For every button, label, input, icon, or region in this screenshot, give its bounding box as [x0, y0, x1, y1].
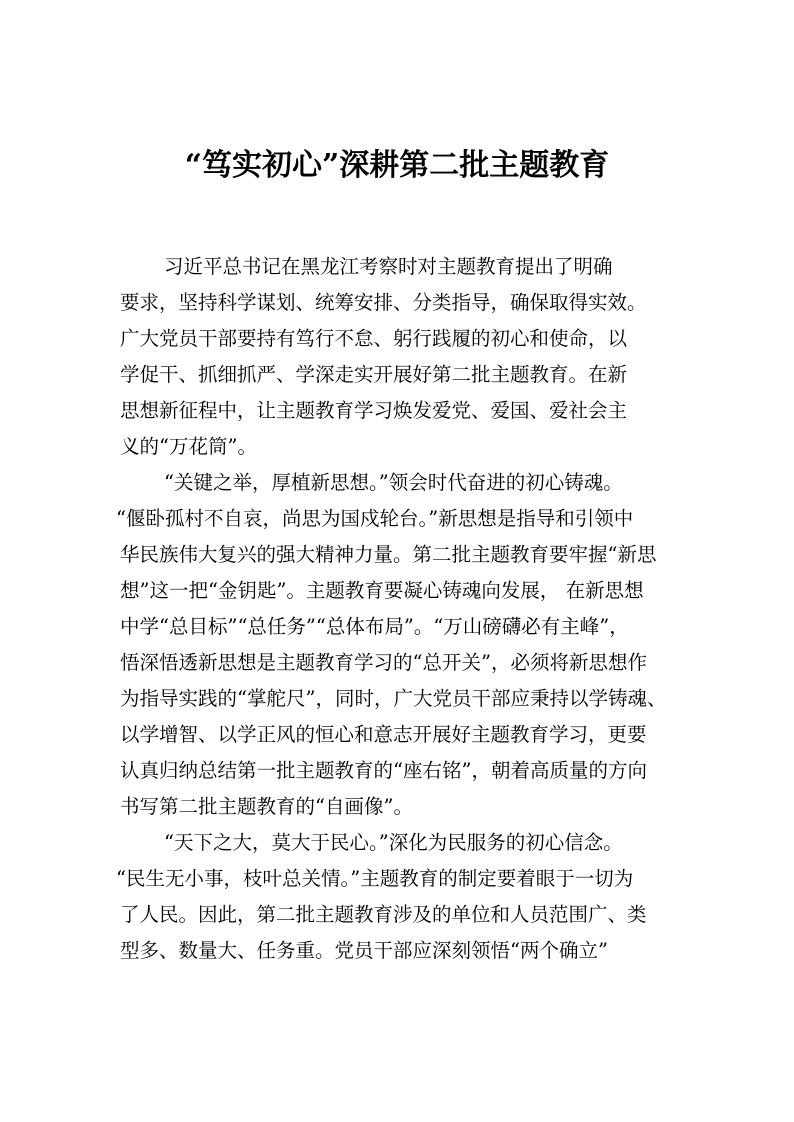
- paragraph-2-line-1: “关键之举，厚植新思想。”领会时代奋进的初心铸魂。: [164, 471, 623, 494]
- paragraph-2-line-10: 书写第二批主题教育的“自画像”。: [120, 795, 413, 818]
- paragraph-3-line-1: “天下之大，莫大于民心。”深化为民服务的初心信念。: [164, 831, 623, 854]
- paragraph-2-line-3: 华民族伟大复兴的强大精神力量。第二批主题教育要牢握“新思: [120, 543, 657, 566]
- paragraph-2-line-9: 认真归纳总结第一批主题教育的“座右铭”，朝着高质量的方向: [120, 759, 647, 782]
- paragraph-1-line-3: 广大党员干部要持有笃行不怠、躬行践履的初心和使命，以: [120, 327, 628, 350]
- paragraph-1-line-5: 思想新征程中，让主题教育学习焕发爱党、爱国、爱社会主: [120, 399, 628, 422]
- paragraph-1-line-1: 习近平总书记在黑龙江考察时对主题教育提出了明确: [164, 255, 613, 278]
- paragraph-2-line-5: 中学“总目标”“总任务”“总体布局”。“万山磅礴必有主峰”，: [120, 615, 629, 638]
- paragraph-1-line-6: 义的“万花筒”。: [120, 435, 257, 458]
- paragraph-1-line-2: 要求，坚持科学谋划、统筹安排、分类指导，确保取得实效。: [120, 291, 647, 314]
- paragraph-1-line-4: 学促干、抓细抓严、学深走实开展好第二批主题教育。在新: [120, 363, 628, 386]
- document-title: “笃实初心”深耕第二批主题教育: [184, 148, 610, 183]
- document-body: [116, 249, 720, 969]
- paragraph-2-line-7: 为指导实践的“掌舵尺”，同时，广大党员干部应秉持以学铸魂、: [120, 687, 667, 710]
- paragraph-3-line-4: 型多、数量大、任务重。党员干部应深刻领悟“两个确立”: [120, 939, 608, 962]
- paragraph-2-line-4: 想”这一把“金钥匙”。主题教育要凝心铸魂向发展， 在新思想: [120, 579, 644, 602]
- paragraph-2-line-2: “偃卧孤村不自哀，尚思为国戍轮台。”新思想是指导和引领中: [116, 507, 634, 530]
- paragraph-3-line-3: 了人民。因此，第二批主题教育涉及的单位和人员范围广、类: [120, 903, 647, 926]
- paragraph-2-line-8: 以学增智、以学正风的恒心和意志开展好主题教育学习，更要: [120, 723, 647, 746]
- paragraph-3-line-2: “民生无小事，枝叶总关情。”主题教育的制定要着眼于一切为: [116, 867, 634, 890]
- paragraph-2-line-6: 悟深悟透新思想是主题教育学习的“总开关”，必须将新思想作: [120, 651, 647, 674]
